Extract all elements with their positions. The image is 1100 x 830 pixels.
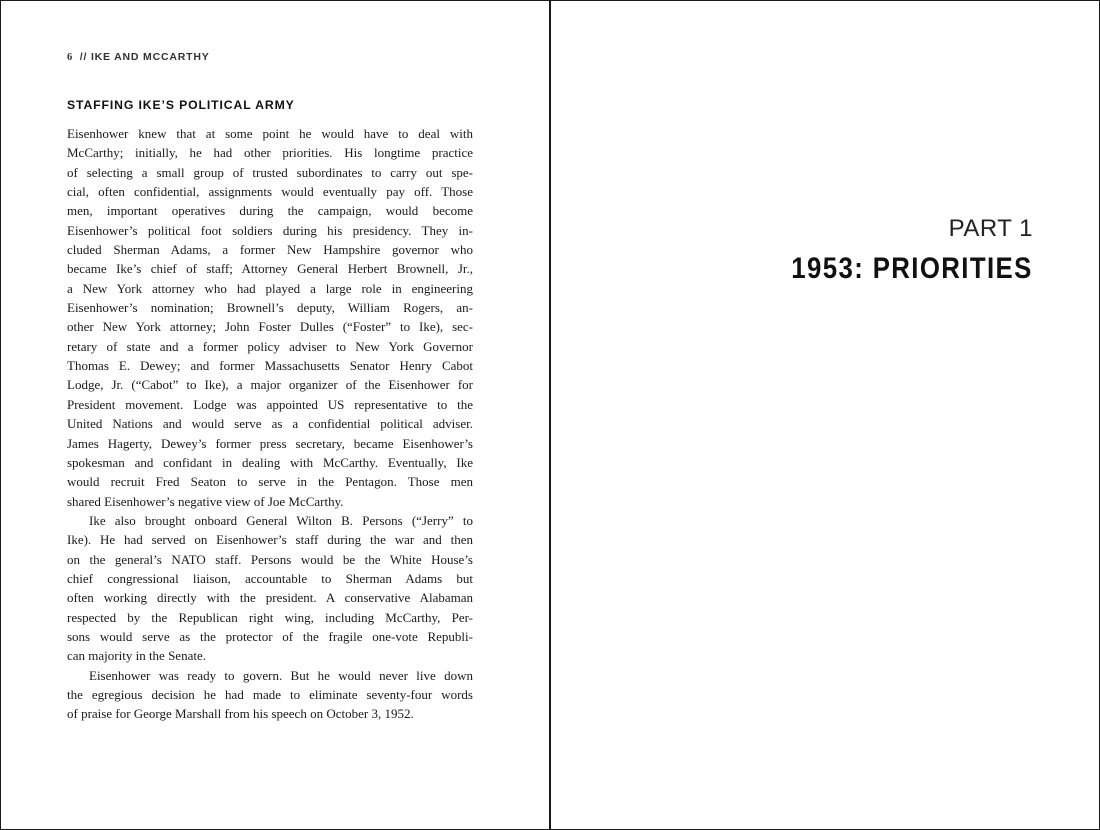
text-line: Eisenhower’s nomination; Brownell’s deputy, William Rogers, an- xyxy=(67,300,473,316)
text-line: of praise for George Marshall from his speech on October 3, 1952. xyxy=(67,706,414,722)
text-line: became Ike’s chief of staff; Attorney General Herbert Brownell, Jr., xyxy=(67,261,473,277)
text-line: men, important operatives during the campaign, would become xyxy=(67,203,473,219)
text-line: President movement. Lodge was appointed US representative to the xyxy=(67,396,473,412)
text-line: Thomas E. Dewey; and former Massachusetts Senator Henry Cabot xyxy=(67,358,473,374)
text-line: cluded Sherman Adams, a former New Hampshire governor who xyxy=(67,242,473,258)
running-head-title: IKE AND MCCARTHY xyxy=(90,51,210,63)
part-label: PART 1 xyxy=(948,215,1033,242)
text-line: respected by the Republican right wing, including McCarthy, Per- xyxy=(67,609,473,625)
text-line: Ike also brought onboard General Wilton B. Persons (“Jerry” to xyxy=(89,512,473,528)
text-line: Eisenhower knew that at some point he would have to deal with xyxy=(67,126,473,141)
left-page xyxy=(1,1,549,829)
text-line: Ike). He had served on Eisenhower’s staff during the war and then xyxy=(67,532,473,548)
text-line: Lodge, Jr. (“Cabot” to Ike), a major organizer of the Eisenhower for xyxy=(67,377,473,393)
text-line: McCarthy; initially, he had other priorities. His longtime practice xyxy=(67,145,473,161)
text-line: sons would serve as the protector of the fragile one-vote Republi- xyxy=(67,628,473,644)
text-line: the egregious decision he had made to eliminate seventy-four words xyxy=(67,686,473,702)
page-number: 6 xyxy=(67,52,74,63)
text-line: chief congressional liaison, accountable to Sherman Adams but xyxy=(67,570,473,586)
text-line: a New York attorney who had played a large role in engineering xyxy=(67,280,473,296)
text-line: James Hagerty, Dewey’s former press secretary, became Eisenhower’s xyxy=(67,435,473,451)
text-line: can majority in the Senate. xyxy=(67,648,206,664)
right-page xyxy=(551,1,1099,829)
running-head-separator: // xyxy=(79,51,88,63)
text-line: Eisenhower’s political foot soldiers during his presidency. They in- xyxy=(67,222,473,238)
text-line: of selecting a small group of trusted subordinates to carry out spe- xyxy=(67,164,473,180)
text-line: United Nations and would serve as a confidential political adviser. xyxy=(67,416,473,432)
text-line: other New York attorney; John Foster Dulles (“Foster” to Ike), sec- xyxy=(67,319,473,335)
text-line: Eisenhower was ready to govern. But he would never live down xyxy=(89,667,473,683)
text-line: would recruit Fred Seaton to serve in the Pentagon. Those men xyxy=(67,474,473,490)
running-head xyxy=(67,51,210,63)
text-line: spokesman and confidant in dealing with McCarthy. Eventually, Ike xyxy=(67,454,473,470)
text-line: cial, often confidential, assignments would eventually pay off. Those xyxy=(67,184,473,200)
part-title: 1953: PRIORITIES xyxy=(791,252,1033,285)
text-line: retary of state and a former policy adviser to New York Governor xyxy=(67,338,473,354)
text-line: shared Eisenhower’s negative view of Joe McCarthy. xyxy=(67,493,344,509)
text-line: on the general’s NATO staff. Persons would be the White House’s xyxy=(67,551,473,567)
section-heading: STAFFING IKE’S POLITICAL ARMY xyxy=(67,98,295,112)
body-text xyxy=(67,124,473,724)
text-line: often working directly with the president. A conservative Alabaman xyxy=(67,590,473,606)
